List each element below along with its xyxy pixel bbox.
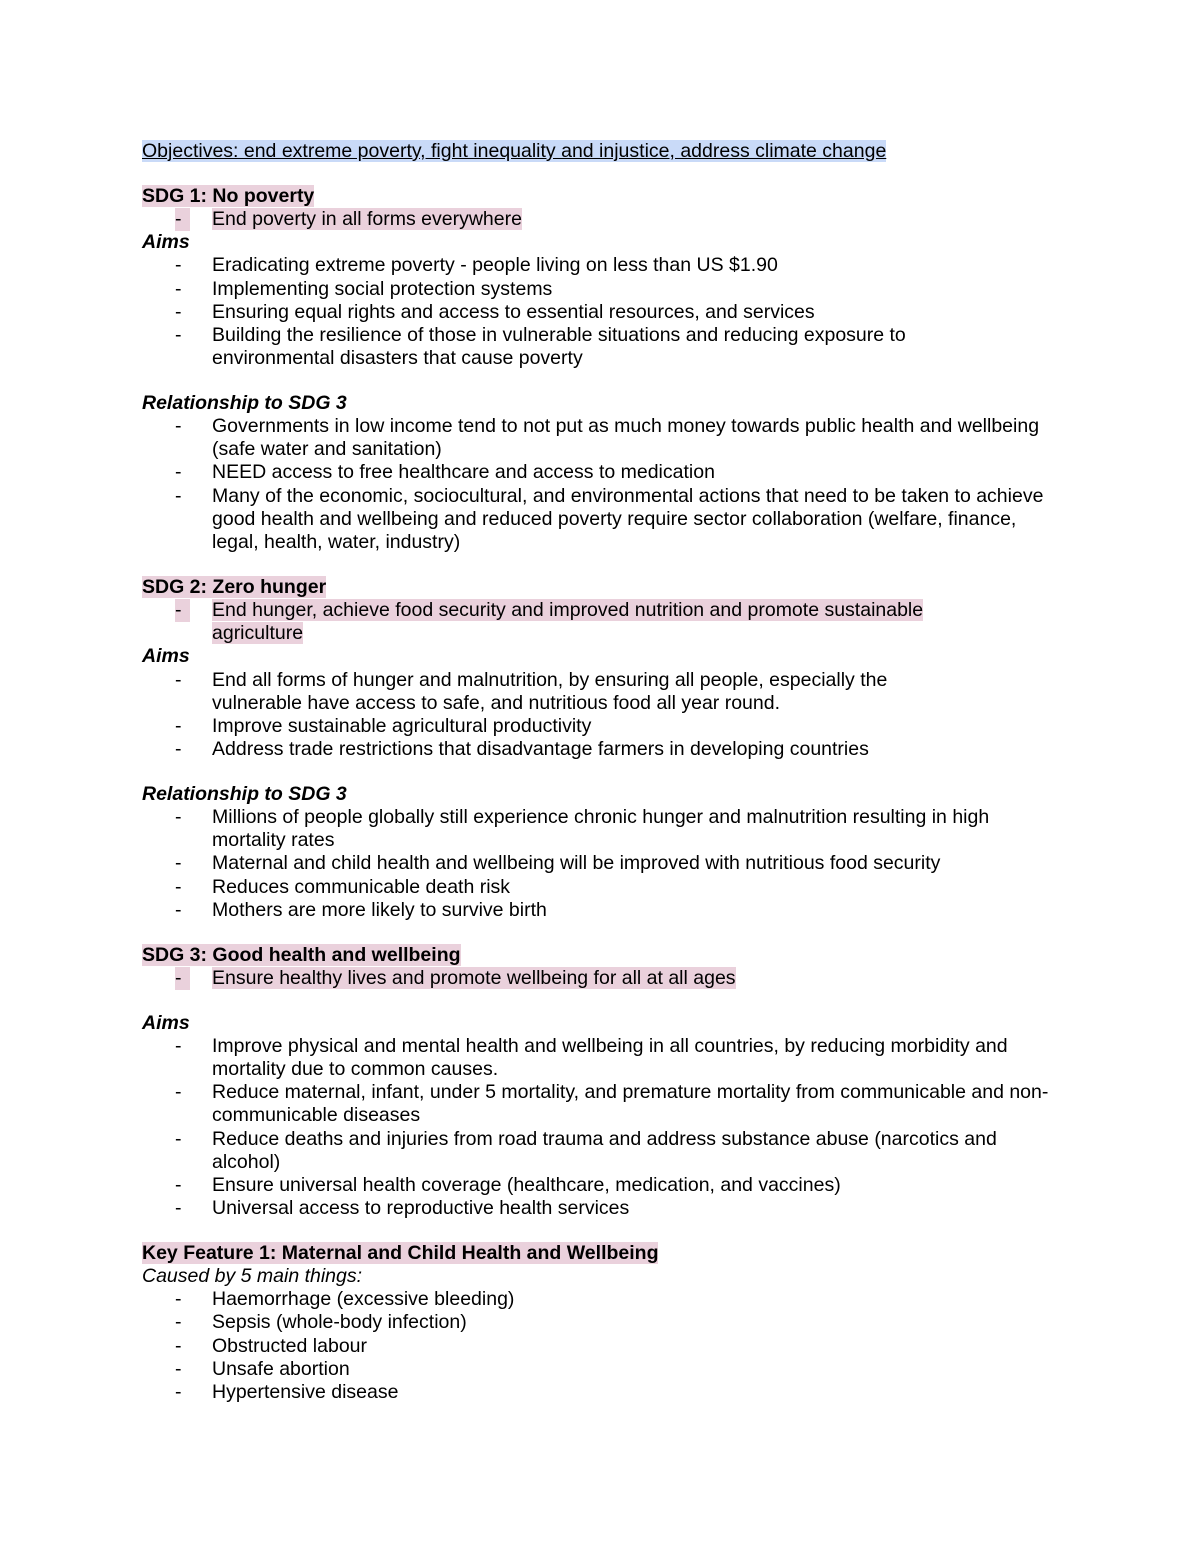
dash-bullet: - [175, 898, 182, 921]
dash-bullet: - [175, 484, 182, 507]
sdg3-aims-label: Aims [142, 1011, 190, 1034]
list-item [142, 1128, 1062, 1174]
sdg2-relationship-list [142, 806, 1062, 922]
sdg1-goal-list [142, 208, 1062, 231]
list-item [142, 1381, 1062, 1404]
list-item-text: Universal access to reproductive health services [212, 1197, 630, 1220]
dash-bullet: - [175, 1311, 182, 1334]
list-item-text: Reduce maternal, infant, under 5 mortality, and premature mortality from communicable and non-communicable diseases [212, 1081, 1049, 1127]
list-item [142, 1174, 1062, 1197]
list-item-text: Obstructed labour [212, 1334, 368, 1357]
list-item-text: Many of the economic, sociocultural, and environmental actions that need to be taken to achieve good health and wellbeing and reduced poverty require sector collaboration (welfare, finance, legal, health, water, industry) [212, 484, 1044, 554]
sdg1-heading-text: SDG 1: No poverty [142, 184, 315, 207]
dash-bullet: - [175, 208, 190, 231]
spacer [142, 922, 1062, 944]
sdg1-goal-text: End poverty in all forms everywhere [212, 207, 522, 230]
objectives-text[interactable]: Objectives: end extreme poverty, fight inequality and injustice, address climate change [142, 140, 887, 162]
list-item-text: Implementing social protection systems [212, 277, 553, 300]
dash-bullet: - [175, 1357, 182, 1380]
list-item [142, 1288, 1062, 1311]
spacer [142, 163, 1062, 185]
list-item-text: Ensure universal health coverage (healthcare, medication, and vaccines) [212, 1173, 841, 1196]
list-item-text: Governments in low income tend to not put as much money towards public health and wellbeing (safe water and sanitation) [212, 415, 1040, 461]
sdg1-relationship-list [142, 415, 1062, 554]
list-item-text: Sepsis (whole-body infection) [212, 1311, 467, 1334]
dash-bullet: - [175, 1034, 182, 1057]
list-item [142, 876, 1062, 899]
dash-bullet: - [175, 1173, 182, 1196]
dash-bullet: - [175, 668, 182, 691]
list-item-text: Hypertensive disease [212, 1381, 399, 1404]
dash-bullet: - [175, 1381, 182, 1404]
list-item-text: Reduces communicable death risk [212, 875, 511, 898]
list-item [142, 1311, 1062, 1334]
dash-bullet: - [175, 1197, 182, 1220]
list-item [142, 415, 1062, 461]
sdg1-goal [142, 208, 1062, 231]
sdg3-heading-text: SDG 3: Good health and wellbeing [142, 943, 461, 966]
sdg2-relationship-label: Relationship to SDG 3 [142, 782, 347, 805]
dash-bullet: - [175, 1081, 182, 1104]
list-item [142, 1335, 1062, 1358]
dash-bullet: - [175, 714, 182, 737]
list-item-text: Unsafe abortion [212, 1357, 350, 1380]
spacer [142, 990, 1062, 1012]
sdg3-goal [142, 967, 1062, 990]
list-item-text: Eradicating extreme poverty - people living on less than US $1.90 [212, 254, 778, 277]
sdg1-aims-list [142, 254, 1062, 370]
list-item-text: Millions of people globally still experience chronic hunger and malnutrition resulting in high mortality rates [212, 806, 990, 852]
list-item-text: Address trade restrictions that disadvantage farmers in developing countries [212, 738, 869, 761]
key-feature1-list [142, 1288, 1062, 1404]
list-item [142, 669, 1062, 715]
dash-bullet: - [175, 1334, 182, 1357]
document-page [142, 140, 1062, 1404]
dash-bullet: - [175, 599, 190, 622]
spacer [142, 554, 1062, 576]
sdg1-heading [142, 185, 1062, 208]
sdg2-heading-text: SDG 2: Zero hunger [142, 575, 327, 598]
sdg1-relationship-label: Relationship to SDG 3 [142, 391, 347, 414]
dash-bullet: - [175, 806, 182, 829]
list-item [142, 852, 1062, 875]
dash-bullet: - [175, 254, 182, 277]
dash-bullet: - [175, 852, 182, 875]
list-item-text: End all forms of hunger and malnutrition, by ensuring all people, especially the vulnerable have access to safe, and nutritious food all year round. [212, 668, 888, 714]
list-item-text: Building the resilience of those in vulnerable situations and reducing exposure to environmental disasters that cause poverty [212, 323, 906, 370]
list-item [142, 278, 1062, 301]
dash-bullet: - [175, 875, 182, 898]
list-item-text: Haemorrhage (excessive bleeding) [212, 1288, 515, 1311]
list-item-text: Reduce deaths and injuries from road trauma and address substance abuse (narcotics and alcohol) [212, 1127, 997, 1173]
list-item-text: Mothers are more likely to survive birth [212, 898, 547, 921]
dash-bullet: - [175, 1127, 182, 1150]
dash-bullet: - [175, 277, 182, 300]
key-feature1-heading [142, 1242, 1062, 1265]
sdg3-goal-list [142, 967, 1062, 990]
key-feature1-heading-text: Key Feature 1: Maternal and Child Health and Wellbeing [142, 1241, 659, 1264]
list-item [142, 254, 1062, 277]
objectives-line [142, 140, 1062, 163]
list-item [142, 324, 1062, 370]
spacer [142, 370, 1062, 392]
sdg2-goal-text: End hunger, achieve food security and improved nutrition and promote sustainable agriculture [212, 598, 924, 645]
list-item [142, 461, 1062, 484]
spacer [142, 1220, 1062, 1242]
list-item-text: Improve physical and mental health and wellbeing in all countries, by reducing morbidity and mortality due to common causes. [212, 1034, 1008, 1080]
list-item [142, 1035, 1062, 1081]
list-item [142, 1197, 1062, 1220]
list-item [142, 1081, 1062, 1127]
dash-bullet: - [175, 1288, 182, 1311]
spacer [142, 761, 1062, 783]
sdg2-heading [142, 576, 1062, 599]
dash-bullet: - [175, 300, 182, 323]
sdg2-goal-list [142, 599, 1062, 645]
key-feature1-subheading: Caused by 5 main things: [142, 1265, 363, 1288]
sdg3-heading [142, 944, 1062, 967]
dash-bullet: - [175, 738, 182, 761]
list-item-text: Maternal and child health and wellbeing will be improved with nutritious food security [212, 852, 941, 875]
sdg3-aims-list [142, 1035, 1062, 1221]
dash-bullet: - [175, 415, 182, 438]
sdg3-goal-text: Ensure healthy lives and promote wellbeing for all at all ages [212, 966, 736, 989]
list-item [142, 806, 1062, 852]
dash-bullet: - [175, 461, 182, 484]
sdg2-aims-label: Aims [142, 645, 190, 668]
list-item [142, 899, 1062, 922]
sdg2-goal [142, 599, 1062, 645]
list-item [142, 1358, 1062, 1381]
list-item [142, 485, 1062, 555]
list-item-text: Ensuring equal rights and access to essential resources, and services [212, 300, 815, 323]
sdg1-aims-label: Aims [142, 231, 190, 254]
list-item [142, 715, 1062, 738]
sdg2-aims-list [142, 669, 1062, 762]
dash-bullet: - [175, 323, 182, 346]
list-item [142, 301, 1062, 324]
list-item-text: NEED access to free healthcare and access to medication [212, 461, 715, 484]
list-item-text: Improve sustainable agricultural productivity [212, 714, 592, 737]
dash-bullet: - [175, 967, 190, 990]
list-item [142, 738, 1062, 761]
